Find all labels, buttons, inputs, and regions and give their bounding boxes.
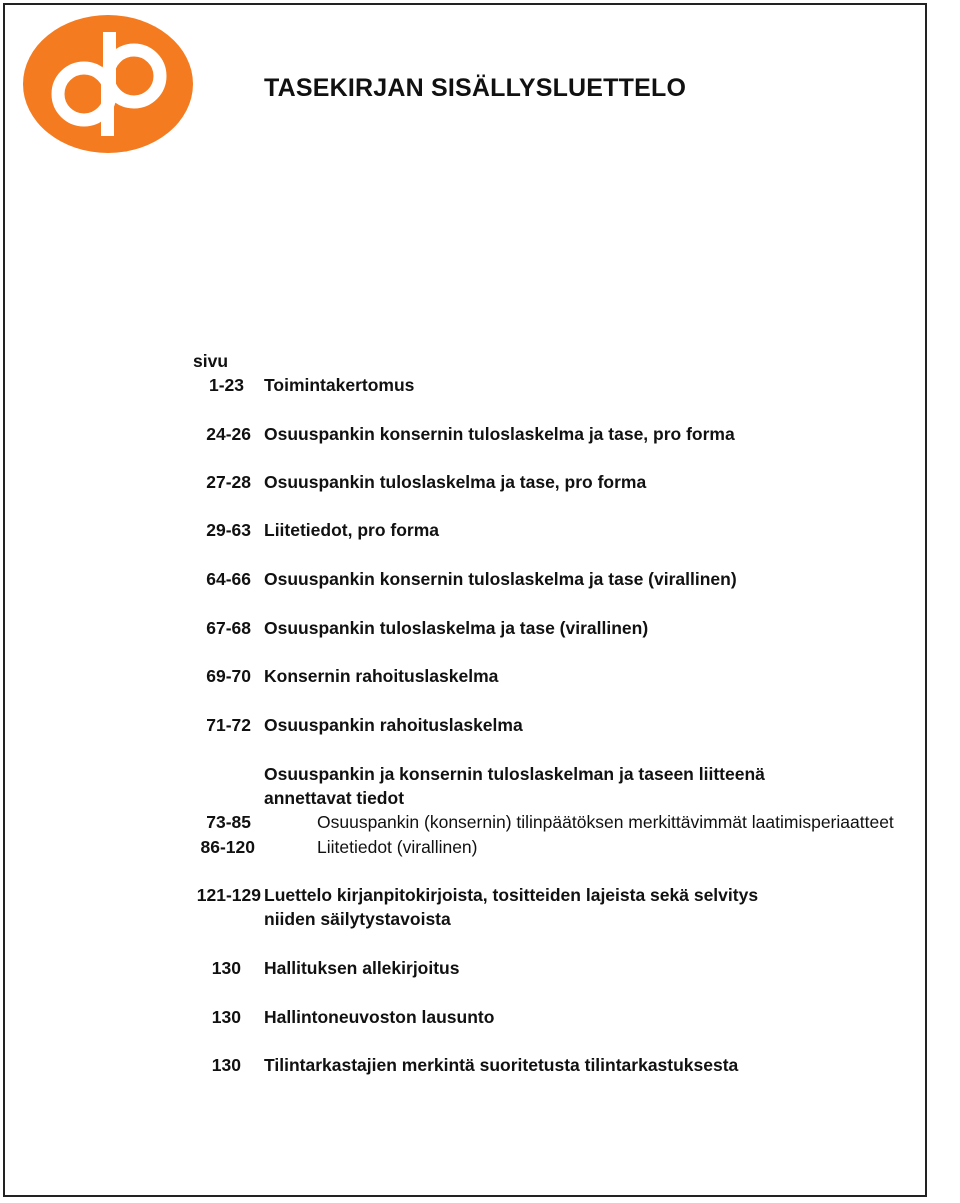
toc-entry: Luettelo kirjanpitokirjoista, tositteiden lajeista sekä selvitys [264, 885, 759, 905]
toc-entry: Konsernin rahoituslaskelma [264, 666, 499, 686]
toc-entry-continued: niiden säilytystavoista [264, 909, 451, 929]
toc-page-number: 64-66 [206, 569, 251, 589]
toc-page-number: 73-85 [206, 812, 251, 832]
toc-entry: Osuuspankin konsernin tuloslaskelma ja tase (virallinen) [264, 569, 737, 589]
page-column-header: sivu [193, 351, 229, 371]
toc-page-number: 86-120 [200, 837, 255, 857]
toc-entry: Hallituksen allekirjoitus [264, 958, 460, 978]
toc-page-number: 69-70 [206, 666, 251, 686]
toc-page-number: 130 [211, 1007, 241, 1027]
toc-page-number: 130 [211, 1055, 241, 1075]
toc-entry: Liitetiedot, pro forma [264, 520, 439, 540]
toc-page-number: 67-68 [206, 618, 251, 638]
document-title: TASEKIRJAN SISÄLLYSLUETTELO [264, 74, 687, 102]
op-logo-icon [22, 14, 194, 154]
toc-page-number: 71-72 [206, 715, 251, 735]
toc-entry: Hallintoneuvoston lausunto [264, 1007, 495, 1027]
toc-page-number: 29-63 [206, 520, 251, 540]
toc-page-number: 27-28 [206, 472, 251, 492]
toc-entry: Osuuspankin rahoituslaskelma [264, 715, 523, 735]
toc-entry: Osuuspankin tuloslaskelma ja tase, pro forma [264, 472, 647, 492]
toc-sub-entry: Liitetiedot (virallinen) [317, 837, 478, 857]
toc-page-number: 130 [211, 958, 241, 978]
toc-sub-entry: Osuuspankin (konsernin) tilinpäätöksen merkittävimmät laatimisperiaatteet [317, 812, 894, 832]
toc-entry: Osuuspankin tuloslaskelma ja tase (virallinen) [264, 618, 649, 638]
toc-entry: Osuuspankin konsernin tuloslaskelma ja tase, pro forma [264, 424, 735, 444]
notes-heading: Osuuspankin ja konsernin tuloslaskelman ja taseen liitteenä [264, 764, 765, 784]
toc-entry: Toimintakertomus [264, 375, 415, 395]
toc-page-number: 1-23 [208, 375, 244, 395]
notes-heading-continued: annettavat tiedot [264, 788, 405, 808]
toc-page-number: 121-129 [196, 885, 261, 905]
toc-entry: Tilintarkastajien merkintä suoritetusta tilintarkastuksesta [264, 1055, 739, 1075]
toc-page-number: 24-26 [206, 424, 251, 444]
